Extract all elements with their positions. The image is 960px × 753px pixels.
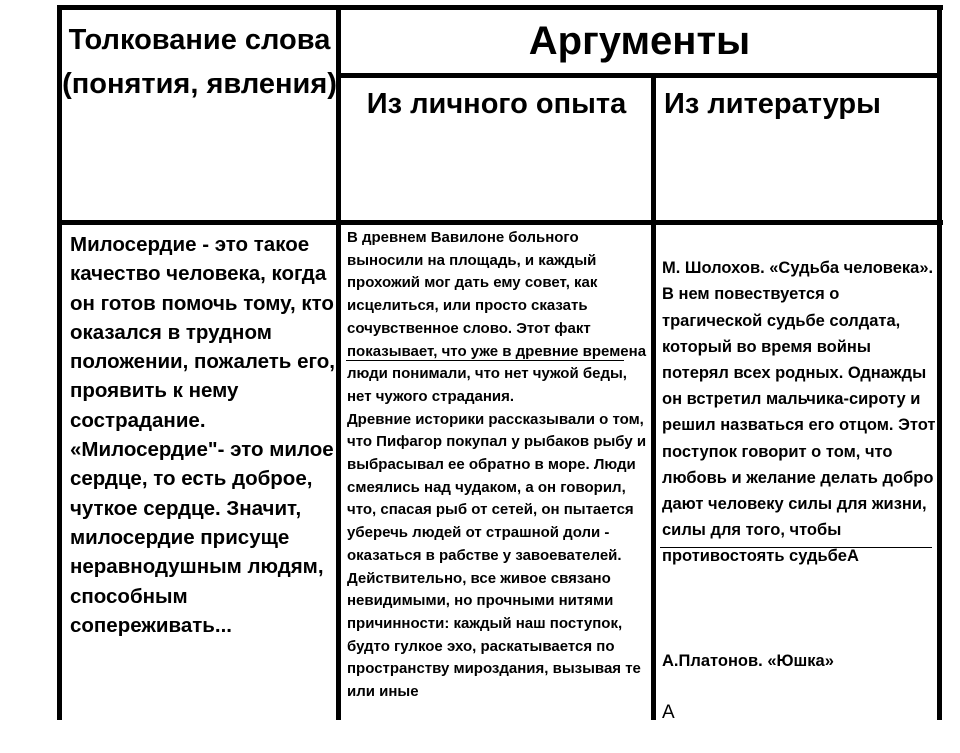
cell-literature: [656, 225, 938, 724]
literature-trailing-text: А: [662, 702, 675, 724]
cell-personal-experience: В древнем Вавилоне больного выносили на площадь, и каждый прохожий мог дать ему совет, как исцелиться, или просто сказать сочувственное слово. Этот факт показывает, что уже в древние времена люди понимали, что нет чужой беды, нет чужого страдания. Древние историки рассказывали о том, что Пифагор покупал у рыбаков рыбу и выбрасывал ее обратно в море. Люди смеялись над чудаком, а он говорил, что, спасая рыб от сетей, он пытается уберечь людей от страшной доли - оказаться в рабстве у завоевателей. Действительно, все живое связано невидимыми, но прочными нитями причинности: каждый наш поступок, будто гулкое эхо, раскатывается по пространству мироздания, вызывая те или иные: [347, 229, 647, 701]
header-personal-experience: Из личного опыта: [366, 88, 627, 120]
literature-platonov-title: А.Платонов. «Юшка»: [662, 652, 834, 671]
cell-definition: Милосердие - это такое качество человека, когда он готов помочь тому, кто оказался в трудном положении, пожалеть его, проявить к нему сострадание. «Милосердие"- это милое сердце, то есть доброе, чуткое сердце. Значит, милосердие присуще неравнодушным людям, способным сопереживать...: [70, 233, 335, 637]
header-literature: Из литературы: [664, 88, 881, 120]
header-arguments: Аргументы: [528, 19, 751, 63]
literature-sholokhov-text: М. Шолохов. «Судьба человека». В нем повествуется о трагической судьбе солдата, который во время войны потерял всех родных. Однажды он встретил мальчика-сироту и решил назваться его отцом. Этот поступок говорит о том, что любовь и желание делать добро дают человеку силы для жизни, силы для того, чтобы противостоять судьбеА: [662, 259, 936, 566]
header-definition: Толкование слова (понятия, явления): [62, 24, 337, 100]
